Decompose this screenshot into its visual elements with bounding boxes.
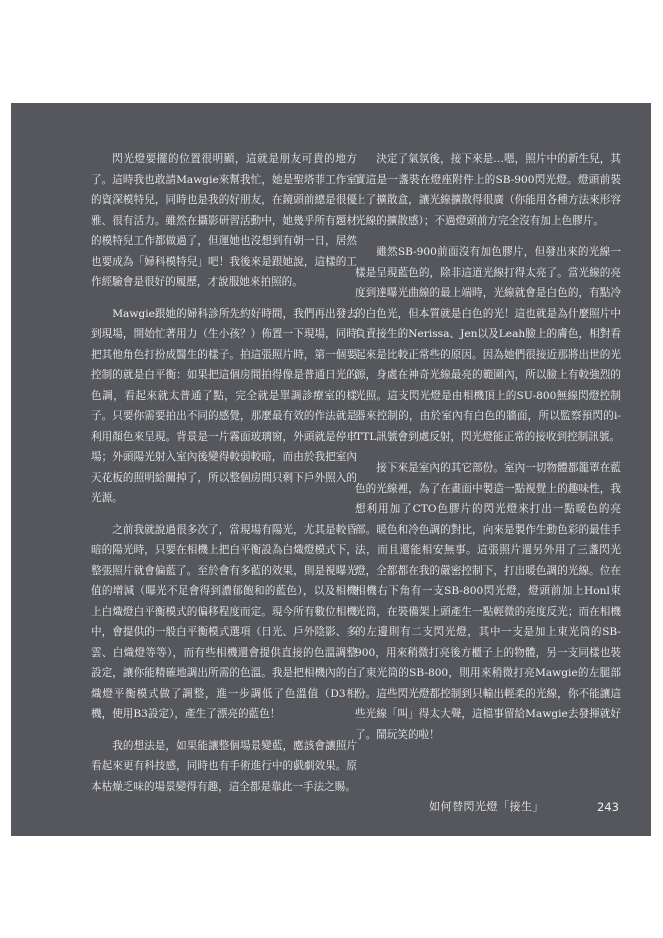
page-panel — [11, 103, 651, 836]
right-column — [355, 149, 621, 756]
page-footer — [11, 797, 651, 817]
paragraph: Mawgie跟她的婦科診所先約好時間，我們再出發去到現場，開始忙著用力（生小孩？）佈置一下現場，同時把其他角色打扮成醫生的樣子。拍這張照片時，第一個要控制的就是白平衡：如果把這個房間拍得像是普通日光的色調，看起來就太普通了點，完全就是單調診療室的樣子。只要你需要拍出不同的感覺，那麼最有效的作法就是利用顏色來呈現。背景是一片霧面玻璃窗，外頭就是停車場；外頭陽光射入室內後變得較弱較暗，而由於我把室內天花板的照明給關掉了，所以整個房間只剩下戶外照入的光源。 — [91, 307, 357, 504]
paragraph: 之前我就說過很多次了，當現場有陽光，尤其是較昏暗的陽光時，只要在相機上把白平衡設為白熾燈模式下，整張照片就會偏藍了。至於會有多藍的效果，則是視曝光值的增減（曝光不足會得到濃郁飽和的藍色），以及相機上白熾燈白平衡模式的偏移程度而定。現今所有數位相機中，會提供的一般白平衡模式選項（日光、戶外陰影、多雲、白熾燈等等），而有些相機還會提供直接的色溫調整設定，讓你能精確地調出所需的色溫。我是把相機內的白熾燈平衡模式做了調整，進一步調低了色溫值（D3相機，使用B3設定），產生了漂亮的藍色！ — [91, 523, 357, 720]
paragraph: 我的想法是，如果能讓整個場景變藍，應該會讓照片看起來更有科技感，同時也有手術進行中的戲劇效果。原本枯燥乏味的場景變得有趣，這全都是靠此一手法之賜。 — [91, 739, 357, 793]
paragraph: 決定了氣氛後，接下來是…嗯，照片中的新生兒，其實這是一盞裝在燈座附件上的SB-900閃光燈。燈頭前裝上了擴散盒，讓光線擴散得很廣（你能用各種方法來形容光線的擴散感）；不過燈頭前方完全沒有加上色膠片。 — [355, 153, 621, 227]
left-column — [91, 149, 357, 808]
paragraph: 閃光燈要擺的位置很明顯，這就是朋友可貴的地方了。這時我也敢請Mawgie來幫我忙，她是聖塔菲工作室的資深模特兒，同時也是我的好朋友，在鏡頭前總是很優雅、很有活力。雖然在攝影研習活動中，她幾乎所有題材的模特兒工作都做過了，但運她也沒想到有朝一日，居然也要成為「婦科模特兒」吧！我後來是跟她說，這樣的工作經驗會是很好的履歷，才說服她來拍照的。 — [91, 153, 357, 288]
paragraph: 接下來是室內的其它部份。室內一切物體都籠罩在藍色的光線裡，為了在畫面中製造一點視覺上的趣味性，我想利用加了CTO色膠片的閃光燈來打出一點暖色的亮部。暖色和冷色調的對比，向來是製作生動色彩的最佳手法，而且還能相安無事。這張照片還另外用了三盞閃光燈，全都都在我的嚴密控制下，打出暖色調的光線。位在相機右下角有一支SB-800閃光燈，燈頭前加上Honl束光筒，在裝備架上頭產生一點輕微的亮度反光；而在相機的左邊則有二支閃光燈，其中一支是加上束光筒的SB-900，用來稍微打亮後方櫃子上的物體，另一支同樣也裝了束光筒的SB-800，則用來稍微打亮Mawgie的左腿部份。這些閃光燈都控制到只輸出輕柔的光線，你不能讓這些光線「叫」得太大聲，這檔事留給Mawgie去發揮就好了。鬧玩笑的啦！ — [355, 462, 621, 741]
page-number: 243 — [597, 800, 619, 814]
paragraph: 雖然SB-900前面沒有加色膠片，但發出來的光線一樣是呈現藍色的，除非這道光線打得太亮了。當光線的亮度到達曝光曲線的最上端時，光線就會是白色的，有點冷的白色光，但本質就是白色的光！這也就是為什麼照片中負責接生的Nerissa、Jen以及Leah臉上的膚色，相對看起來是比較正常些的原因。因為她們很接近那將出世的光源，身處在神奇光線最亮的範圍內，所以臉上有較強烈的光照。這支閃光燈是由相機頂上的SU-800無線閃燈控制器來控制的，由於室內有白色的牆面，所以監察預閃的i-TTL訊號會到處反射，閃光燈能正常的接收到控制訊號。 — [355, 246, 621, 443]
running-title: 如何替閃光燈「接生」 — [429, 800, 544, 813]
